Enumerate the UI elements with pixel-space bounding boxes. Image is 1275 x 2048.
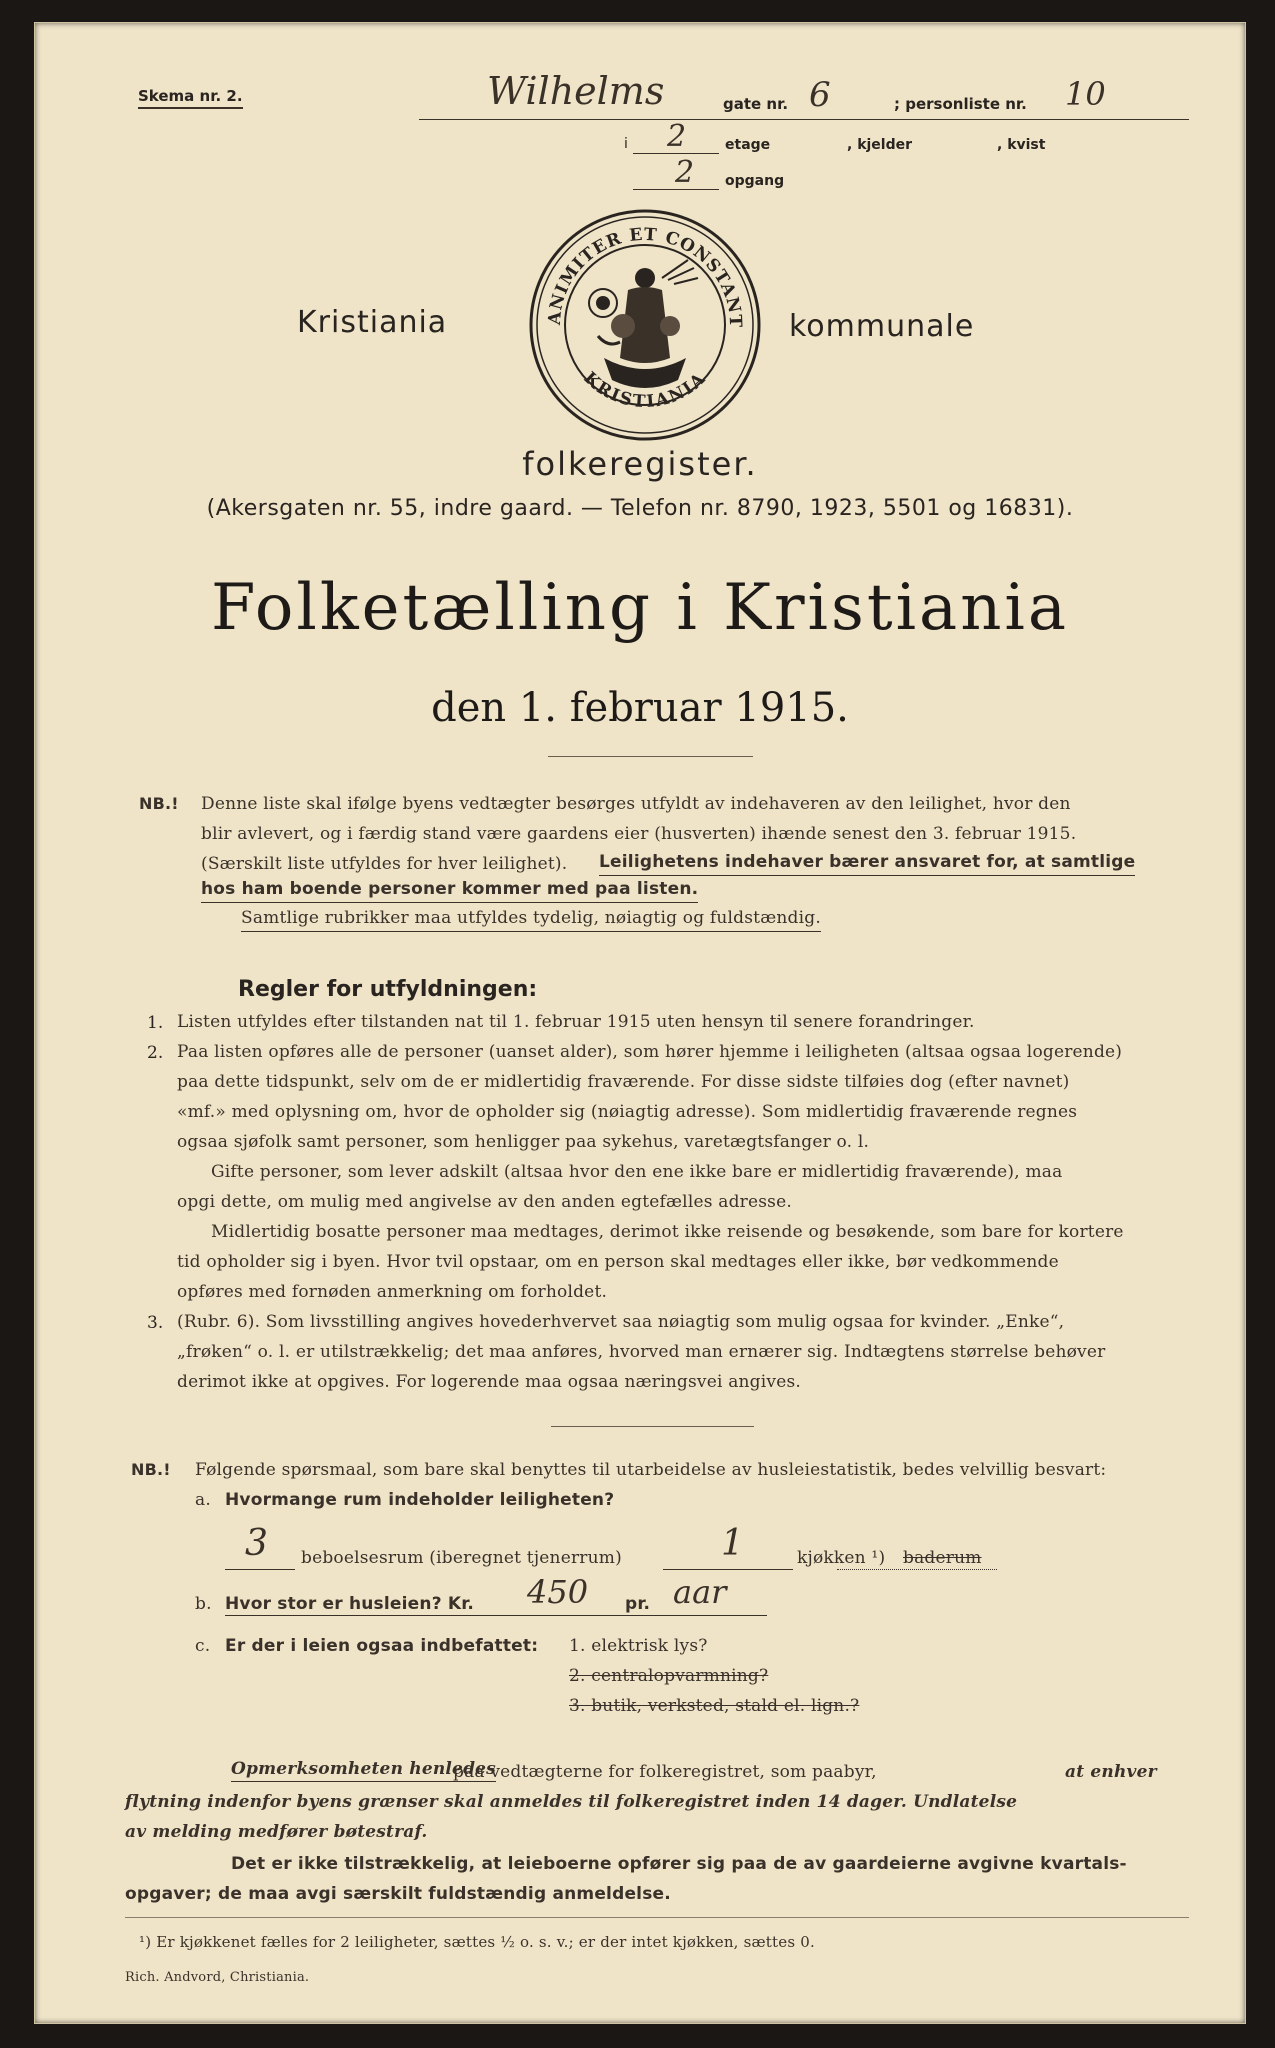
seal-emblem-icon	[528, 208, 762, 442]
notice-line4: Det er ikke tilstrækkelig, at leieboerne opfører sig paa de av gaardeierne avgivne kvartals-	[231, 1854, 1127, 1874]
personliste-number-handwritten: 10	[1065, 75, 1106, 113]
nb1-line1: Denne liste skal ifølge byens vedtægter besørges utfyldt av indehaveren av den leilighet, hvor den	[201, 794, 1071, 814]
rule-line-10: opføres med fornøden anmerkning om forholdet.	[177, 1282, 608, 1302]
etage-label: etage	[725, 137, 771, 153]
rent-underline	[225, 1615, 767, 1616]
kjelder-label: , kjelder	[847, 137, 913, 153]
nb2-c-label: c.	[195, 1636, 211, 1656]
seal-text-top: ANIMITER ET CONSTANT	[544, 224, 746, 329]
rules-divider	[551, 1426, 754, 1427]
nb2-label: NB.!	[131, 1460, 171, 1479]
rule-line-3: paa dette tidspunkt, selv om de er midlertidig fraværende. For disse sidste tilføies dog (efter navnet)	[177, 1072, 1070, 1092]
street-handwritten: Wilhelms	[487, 69, 665, 113]
rent-handwritten: 450	[527, 1573, 589, 1611]
skema-label: Skema nr. 2.	[138, 87, 243, 109]
kitchen-handwritten: 1	[721, 1523, 744, 1564]
nb1-line2: blir avlevert, og i færdig stand være gaardens eier (husverten) ihænde senest den 3. februar 1915.	[201, 824, 1077, 844]
gate-label: gate nr.	[723, 95, 789, 113]
nb1-line3a: (Særskilt liste utfyldes for hver leilighet).	[201, 854, 568, 874]
bath-label-struck: baderum	[903, 1548, 982, 1568]
rule-line-12: „frøken“ o. l. er utilstrækkelig; det maa anføres, hvorved man ernærer sig. Indtægtens størrelse behøver	[177, 1342, 1106, 1362]
address-underline	[419, 119, 1189, 120]
kvist-label: , kvist	[997, 137, 1046, 153]
nb1-line5: Samtlige rubrikker maa utfyldes tydelig, nøiagtig og fuldstændig.	[241, 905, 821, 932]
nb2-intro: Følgende spørsmaal, som bare skal benyttes til utarbeidelse av husleiestatistik, bedes velvillig besvart:	[195, 1460, 1107, 1480]
office-right: kommunale	[789, 309, 975, 344]
nb1-line4: hos ham boende personer kommer med paa listen.	[201, 876, 698, 903]
rent-per-label: pr.	[625, 1594, 651, 1614]
nb1-label: NB.!	[139, 794, 179, 813]
footnote-divider	[125, 1917, 1189, 1918]
notice-line1b: paa vedtægterne for folkeregistret, som paabyr,	[453, 1762, 877, 1782]
rule-number-3: 3.	[147, 1313, 164, 1333]
footnote: ¹) Er kjøkkenet fælles for 2 leiligheter, sættes ½ o. s. v.; er der intet kjøkken, sættes 0.	[139, 1933, 815, 1951]
nb2-b-question: Hvor stor er husleien? Kr.	[225, 1594, 475, 1614]
opgang-handwritten: 2	[675, 155, 695, 190]
rule-number-1: 1.	[147, 1013, 164, 1033]
rule-line-4: «mf.» med oplysning om, hvor de opholder sig (nøiagtig adresse). Som midlertidig fraværende regnes	[177, 1102, 1078, 1122]
kitchen-underline	[663, 1569, 793, 1570]
rule-line-9: tid opholder sig i byen. Hvor tvil opstaar, om en person skal medtages eller ikke, bør vedkommende	[177, 1252, 1059, 1272]
census-title: Folketælling i Kristiania	[210, 571, 1070, 645]
notice-line1c: at enhver	[1065, 1762, 1157, 1782]
rule-line-6: Gifte personer, som lever adskilt (altsaa hvor den ene ikke bare er midlertidig fraværende), maa	[211, 1162, 1063, 1182]
rule-line-11: (Rubr. 6). Som livsstilling angives hovederhvervet saa nøiagtig som mulig ogsaa for kvinder. „Enke“,	[177, 1312, 1065, 1332]
nb2-b-label: b.	[195, 1594, 212, 1614]
kristiania-seal	[528, 208, 762, 442]
nb2-a-label: a.	[195, 1490, 211, 1510]
rule-line-1: Listen utfyldes efter tilstanden nat til 1. februar 1915 uten hensyn til senere forandringer.	[177, 1012, 975, 1032]
etage-handwritten: 2	[667, 119, 687, 154]
rule-line-13: derimot ikke at opgives. For logerende maa ogsaa næringsvei angives.	[177, 1372, 801, 1392]
census-form-sheet	[34, 22, 1246, 2024]
notice-line3: av melding medfører bøtestraf.	[125, 1822, 428, 1842]
printer-imprint: Rich. Andvord, Christiania.	[125, 1970, 310, 1985]
rooms-underline	[225, 1569, 295, 1570]
rooms-label: beboelsesrum (iberegnet tjenerrum)	[301, 1548, 622, 1568]
rule-line-8: Midlertidig bosatte personer maa medtages, derimot ikke reisende og besøkende, som bare for kortere	[211, 1222, 1124, 1242]
nb1-line3b: Leilighetens indehaver bærer ansvaret for, at samtlige	[599, 849, 1135, 876]
notice-line5: opgaver; de maa avgi særskilt fuldstændig anmeldelse.	[125, 1884, 671, 1904]
census-date: den 1. februar 1915.	[431, 685, 849, 731]
nb2-a-question: Hvormange rum indeholder leiligheten?	[225, 1490, 615, 1510]
i-label: i	[624, 136, 628, 152]
c3-butik-struck: 3. butik, verksted, stald el. lign.?	[569, 1696, 860, 1716]
folkeregister-title: folkeregister.	[522, 445, 758, 483]
kitchen-label: kjøkken ¹)	[797, 1548, 886, 1568]
opgang-label: opgang	[725, 173, 785, 189]
rule-line-2: Paa listen opføres alle de personer (uanset alder), som hører hjemme i leiligheten (altsaa ogsaa logerende)	[177, 1042, 1123, 1062]
office-address: (Akersgaten nr. 55, indre gaard. — Telefon nr. 8790, 1923, 5501 og 16831).	[206, 496, 1074, 521]
seal-text-bottom: KRISTIANIA	[579, 368, 711, 413]
rooms-handwritten: 3	[245, 1523, 268, 1564]
personliste-label: ; personliste nr.	[894, 95, 1027, 113]
nb2-c-question: Er der i leien ogsaa indbefattet:	[225, 1636, 539, 1656]
gate-number-handwritten: 6	[809, 75, 831, 115]
c1-elektrisk: 1. elektrisk lys?	[569, 1636, 708, 1656]
c2-central-struck: 2. centralopvarmning?	[569, 1666, 769, 1686]
notice-line2: flytning indenfor byens grænser skal anmeldes til folkeregistret inden 14 dager. Undlatelse	[125, 1792, 1018, 1812]
rule-line-5: ogsaa sjøfolk samt personer, som henligger paa sykehus, varetægtsfanger o. l.	[177, 1132, 870, 1152]
rule-line-7: opgi dette, om mulig med angivelse av den anden egtefælles adresse.	[177, 1192, 792, 1212]
notice-line1a: Opmerksomheten henledes	[231, 1757, 496, 1782]
rules-heading: Regler for utfyldningen:	[238, 977, 538, 1002]
office-left: Kristiania	[297, 305, 448, 340]
rent-period-handwritten: aar	[673, 1573, 727, 1611]
rule-number-2: 2.	[147, 1043, 164, 1063]
title-divider	[548, 756, 753, 757]
